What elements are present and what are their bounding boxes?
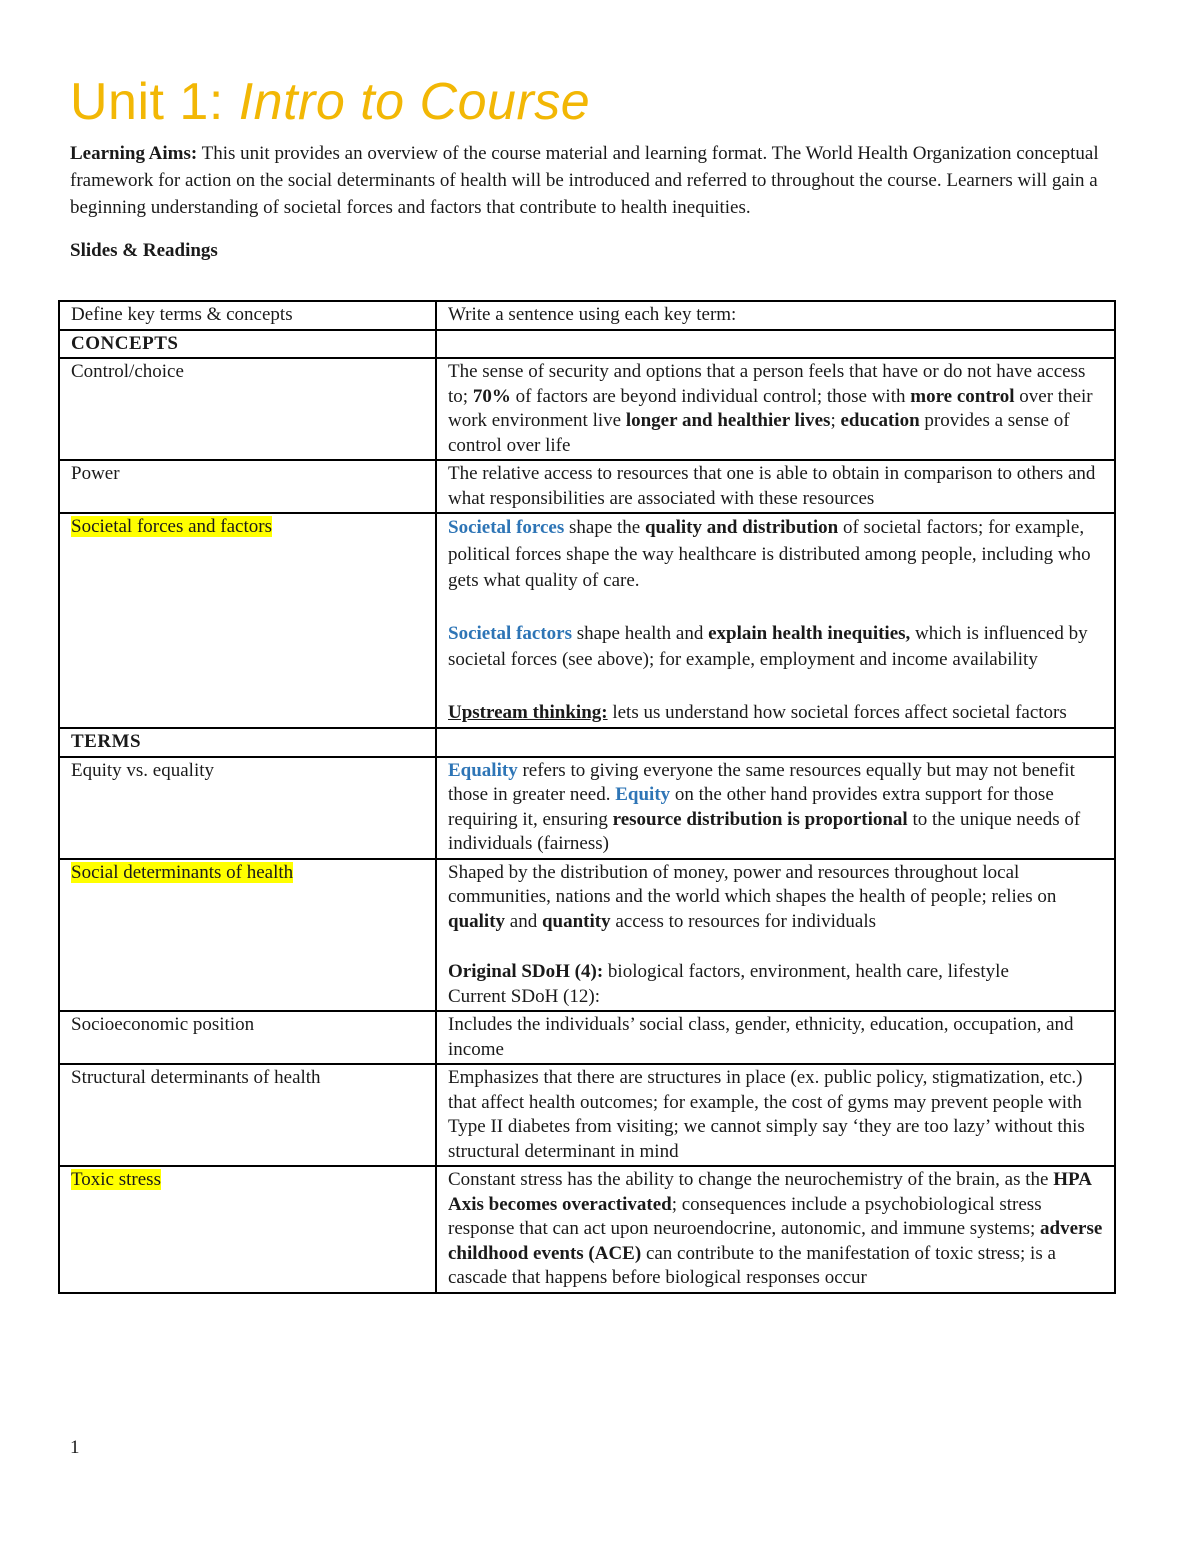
terms-label: TERMS	[59, 728, 436, 757]
header-col1: Define key terms & concepts	[59, 301, 436, 330]
section-heading: Slides & Readings	[70, 240, 218, 261]
definition-control: The sense of security and options that a person feels that have or do not have access to; 70% of factors are beyond individual control; those with more control over their work environment live longer and healthier lives; education provides a sense of control over life	[436, 358, 1115, 460]
definition-toxic: Constant stress has the ability to change the neurochemistry of the brain, as the HPA Axis becomes overactivated; consequences include a psychobiological stress response that can act upon neuroendocrine, autonomic, and immune systems; adverse childhood events (ACE) can contribute to the manifestation of toxic stress; is a cascade that happens before biological responses occur	[436, 1166, 1115, 1293]
table-row	[59, 358, 1115, 460]
definition-socioeconomic: Includes the individuals’ social class, gender, ethnicity, education, occupation, and income	[436, 1011, 1115, 1064]
highlighted-term: Social determinants of health	[71, 861, 294, 883]
highlighted-term: Societal forces and factors	[71, 516, 272, 537]
table-row	[59, 1166, 1115, 1293]
table-row	[59, 859, 1115, 1012]
term-structural: Structural determinants of health	[59, 1064, 436, 1166]
concepts-label: CONCEPTS	[59, 330, 436, 359]
definition-power: The relative access to resources that one is able to obtain in comparison to others and what responsibilities are associated with these resources	[436, 460, 1115, 513]
document-page	[70, 70, 1130, 277]
learning-aims-text: This unit provides an overview of the course material and learning format. The World Health Organization conceptual framework for action on the social determinants of health will be introduced and referred to throughout the course. Learners will gain a beginning understanding of societal forces and factors that contribute to health inequities.	[70, 143, 1099, 218]
table-row	[59, 1064, 1115, 1166]
page-title	[70, 70, 1130, 134]
learning-aims	[70, 140, 1130, 221]
page-number: 1	[70, 1437, 80, 1458]
term-societal	[59, 513, 436, 728]
definition-structural: Emphasizes that there are structures in place (ex. public policy, stigmatization, etc.) that affect health outcomes; for example, the cost of gyms may prevent people with Type II diabetes from visiting; we cannot simply say ‘they are too lazy’ without this structural determinant in mind	[436, 1064, 1115, 1166]
term-power: Power	[59, 460, 436, 513]
definition-sdoh: Shaped by the distribution of money, power and resources throughout local communities, nations and the world which shapes the health of people; relies on quality and quantity access to resources for individuals Original SDoH (4): biological factors, environment, health care, lifestyle Current SDoH (12):	[436, 859, 1115, 1012]
learning-aims-label: Learning Aims:	[70, 143, 198, 164]
title-prefix: Unit 1:	[70, 73, 239, 131]
empty-cell	[436, 728, 1115, 757]
definition-equity: Equality refers to giving everyone the same resources equally but may not benefit those in greater need. Equity on the other hand provides extra support for those requiring it, ensuring resource distribution is proportional to the unique needs of individuals (fairness)	[436, 757, 1115, 859]
key-terms-table	[58, 300, 1116, 1294]
term-equity: Equity vs. equality	[59, 757, 436, 859]
definition-societal: Societal forces shape the quality and distribution of societal factors; for example, political forces shape the way healthcare is distributed among people, including who gets what quality of care. Societal factors shape health and explain health inequities, which is influenced by societal forces (see above); for example, employment and income availability Upstream thinking: lets us understand how societal forces affect societal factors	[436, 513, 1115, 728]
title-italic: Intro to Course	[238, 73, 591, 131]
table-row	[59, 460, 1115, 513]
concepts-row	[59, 330, 1115, 359]
table-row	[59, 1011, 1115, 1064]
term-toxic	[59, 1166, 436, 1293]
highlighted-term: Toxic stress	[71, 1169, 161, 1190]
term-control: Control/choice	[59, 358, 436, 460]
header-col2: Write a sentence using each key term:	[436, 301, 1115, 330]
table-row	[59, 513, 1115, 728]
table-row	[59, 757, 1115, 859]
table-header-row	[59, 301, 1115, 330]
term-sdoh	[59, 859, 436, 1012]
terms-row	[59, 728, 1115, 757]
empty-cell	[436, 330, 1115, 359]
term-socioeconomic: Socioeconomic position	[59, 1011, 436, 1064]
